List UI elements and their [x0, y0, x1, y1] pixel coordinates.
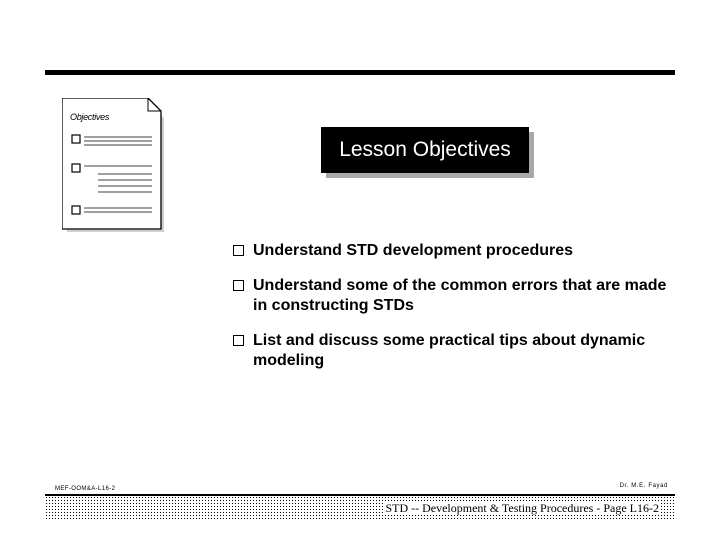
footer-band: [45, 496, 675, 520]
objective-item: [233, 331, 673, 371]
objective-item: [233, 276, 673, 316]
footer-code: MEF-OOM&A-L16-2: [55, 486, 116, 492]
objective-text: Understand some of the common errors that are made in constructing STDs: [253, 277, 667, 314]
notepad-title: Objectives: [70, 112, 110, 122]
empty-checkbox-icon: [233, 245, 244, 256]
slide-title: Lesson Objectives: [321, 127, 529, 173]
top-rule: [45, 70, 675, 75]
empty-checkbox-icon: [233, 335, 244, 346]
objective-text: List and discuss some practical tips about dynamic modeling: [253, 332, 646, 369]
footer-author: Dr. M.E. Fayad: [619, 483, 668, 489]
footer-page-label: STD -- Development & Testing Procedures - Page L16-2: [385, 501, 659, 515]
empty-checkbox-icon: [233, 280, 244, 291]
objective-text: Understand STD development procedures: [253, 242, 574, 259]
objective-item: [233, 241, 673, 261]
objectives-list: [233, 241, 673, 386]
